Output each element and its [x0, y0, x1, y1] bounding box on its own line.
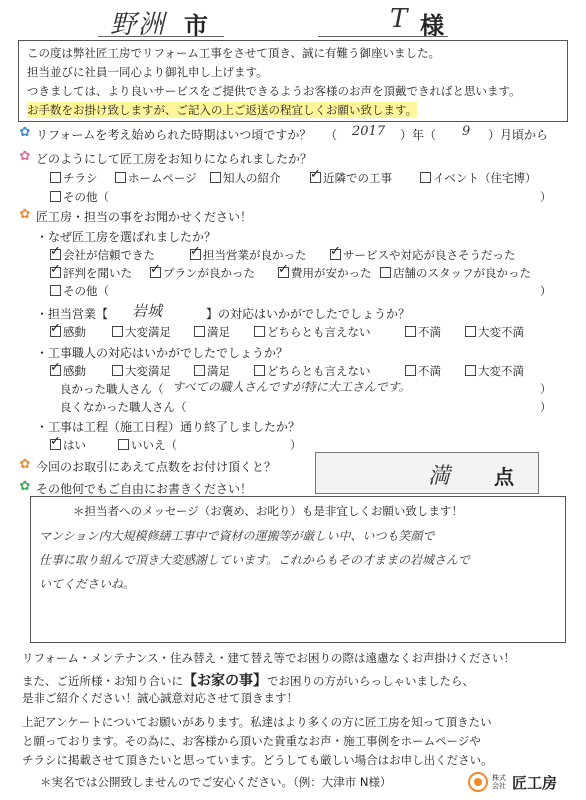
footer-line-1: リフォーム・メンテナンス・住み替え・建て替え等でお困りの際は遠慮なくお声掛けください！ — [22, 651, 515, 665]
company-name: 匠工房 — [512, 774, 558, 792]
q4-label: 今回のお取引にあえて点数をお付け頂くと？ — [36, 460, 277, 474]
intro-line-4: お手数をお掛け致しますが、ご記入の上ご返送の程宜しくお願い致します。 — [27, 103, 418, 117]
bad-craftsman-close: ） — [540, 400, 552, 414]
checkbox-checked[interactable] — [50, 267, 61, 278]
sales-opt-kando[interactable]: ✓感動 — [50, 324, 86, 340]
q3-sub1-label: ・なぜ匠工房を選ばれましたか？ — [36, 230, 217, 244]
flower-icon: ✿ — [19, 207, 31, 222]
checkbox[interactable] — [112, 326, 123, 337]
q3-reason-cost[interactable]: ✓ 費用が安かった — [278, 265, 372, 281]
name-underline — [318, 36, 448, 37]
company-prefix: 株式会社 — [492, 774, 506, 790]
checkbox[interactable] — [112, 365, 123, 376]
city-handwritten: 野洲 — [110, 10, 167, 40]
sales-opt-taihen-fuman[interactable]: 大変不満 — [465, 324, 524, 340]
schedule-no-close: ） — [290, 438, 302, 452]
footer-line-4: 上記アンケートについてお願いがあります。私達はより多くの方に匠工房を知って頂きたい — [22, 715, 492, 729]
q1-label: リフォームを考え始められた時期はいつ頃ですか？ — [36, 128, 312, 142]
schedule-opt-yes[interactable]: ✓はい — [50, 437, 86, 453]
q1-tail: ）月頃から — [488, 128, 549, 142]
good-craftsman-label: 良かった職人さん（ — [60, 382, 164, 396]
oie-no-koto: 【お家の事】 — [183, 673, 267, 689]
q3-sub2-label-post: 】の対応はいかがでしたでしょうか？ — [206, 307, 411, 321]
comment-line-2: 仕事に取り組んで頂き大変感謝しています。これからもその才ままの岩城さんで — [39, 553, 471, 567]
craft-opt-taihen-manzoku[interactable]: 大変満足 — [112, 363, 171, 379]
q3-reason-plan[interactable]: ✓ プランが良かった — [150, 265, 255, 281]
footer-line-7: ＊実名では公開致しませんのでご安心ください。（例：大津市 N様） — [40, 775, 392, 789]
checkbox-checked[interactable] — [50, 439, 61, 450]
checkbox-checked[interactable] — [310, 172, 321, 183]
craft-opt-fuman[interactable]: 不満 — [405, 363, 441, 379]
checkbox[interactable] — [465, 365, 476, 376]
checkbox[interactable] — [380, 267, 391, 278]
score-value: 満 — [428, 464, 451, 489]
city-suffix: 市 — [184, 12, 208, 40]
checkbox[interactable] — [194, 365, 205, 376]
checkbox-checked[interactable] — [50, 249, 61, 260]
q2-label: どのようにして匠工房をお知りになられましたか？ — [36, 152, 313, 166]
checkbox-checked[interactable] — [190, 249, 201, 260]
q5-sub-label: ＊担当者へのメッセージ（お褒め、お叱り）も是非宜しくお願い致します！ — [73, 504, 463, 518]
flower-icon: ✿ — [19, 125, 31, 140]
q2-option-flyer[interactable]: チラシ — [50, 170, 98, 186]
q1-month-value[interactable]: 9 — [462, 124, 471, 139]
checkbox[interactable] — [405, 326, 416, 337]
craft-opt-manzoku[interactable]: 満足 — [194, 363, 230, 379]
q2-option-event[interactable]: イベント（住宅博） — [420, 170, 537, 186]
checkbox[interactable] — [254, 326, 265, 337]
q3-reason-staff[interactable]: 店舗のスタッフが良かった — [380, 265, 531, 281]
q2-option-homepage[interactable]: ホームページ — [115, 170, 197, 186]
sales-opt-neutral[interactable]: どちらとも言えない — [254, 324, 371, 340]
q3-reason-other[interactable]: その他（ — [50, 283, 109, 299]
sales-opt-manzoku[interactable]: 満足 — [194, 324, 230, 340]
sales-opt-fuman[interactable]: 不満 — [405, 324, 441, 340]
checkbox[interactable] — [50, 191, 61, 202]
checkbox[interactable] — [50, 172, 61, 183]
q3-label: 匠工房・担当の事をお聞かせください！ — [36, 210, 253, 224]
footer-line-5: と願っております。その為に、お客様から頂いた貴重なお声・施工事例をホームページや — [22, 734, 481, 748]
q3-reason-reputation[interactable]: ✓評判を聞いた — [50, 265, 132, 281]
craft-opt-neutral[interactable]: どちらとも言えない — [254, 363, 371, 379]
checkbox[interactable] — [405, 365, 416, 376]
intro-line-2: 担当並びに社員一同心より御礼申し上げます。 — [27, 65, 268, 79]
craft-opt-kando[interactable]: ✓感動 — [50, 363, 86, 379]
q2-option-other[interactable]: その他（ — [50, 189, 109, 205]
intro-line-3: つきましては、より良いサービスをご提供できるようお客様のお声を頂戴できればと思います。 — [27, 84, 521, 98]
score-unit: 点 — [494, 465, 514, 489]
bad-craftsman-label: 良くなかった職人さん（ — [60, 400, 187, 414]
intro-line-1: この度は弊社匠工房でリフォーム工事をさせて頂き、誠に有難う御座いました。 — [27, 46, 440, 60]
sales-rep-name[interactable]: 岩城 — [132, 302, 163, 320]
q1-open: （ — [325, 128, 338, 142]
q1-year-close: ）年（ — [400, 128, 437, 142]
score-box[interactable] — [315, 452, 539, 494]
schedule-opt-no[interactable]: いいえ（ — [118, 437, 177, 453]
name-suffix: 様 — [420, 12, 444, 40]
checkbox-checked[interactable] — [50, 365, 61, 376]
q3-reason-service[interactable]: ✓ サービスや対応が良さそうだった — [330, 247, 516, 263]
q5-label: その他何でもご自由にお書きください！ — [36, 482, 253, 496]
q3-sub3-label: ・工事職人の対応はいかがでしたでしょうか？ — [36, 346, 289, 360]
footer-line-2: また、ご近所様・お知り合いに【お家の事】でお困りの方がいらっしゃいましたら、 — [22, 673, 474, 689]
checkbox[interactable] — [465, 326, 476, 337]
q3-sub2-label-pre: ・担当営業【 — [36, 307, 109, 321]
checkbox[interactable] — [118, 439, 129, 450]
checkbox-checked[interactable] — [50, 326, 61, 337]
intro-box — [18, 40, 568, 122]
name-handwritten: T — [390, 4, 410, 34]
comment-line-3: いてくださいね。 — [39, 577, 136, 591]
q3-reason-other-close: ） — [540, 284, 552, 298]
comment-line-1: マンション内大規模修繕工事中で資材の運搬等が厳しい中、いつも笑顔で — [39, 529, 435, 543]
craft-opt-taihen-fuman[interactable]: 大変不満 — [465, 363, 524, 379]
checkbox[interactable] — [50, 285, 61, 296]
q3-reason-sales[interactable]: ✓ 担当営業が良かった — [190, 247, 307, 263]
q2-option-nearby-work[interactable]: ✓ 近隣での工事 — [310, 170, 392, 186]
checkbox[interactable] — [420, 172, 431, 183]
flower-icon: ✿ — [19, 457, 31, 472]
takumi-kobo-logo-icon — [468, 772, 488, 792]
checkbox[interactable] — [115, 172, 126, 183]
q1-year-value[interactable]: 2017 — [352, 124, 386, 139]
q3-reason-trust[interactable]: ✓会社が信頼できた — [50, 247, 155, 263]
checkbox[interactable] — [210, 172, 221, 183]
footer-line-6: チラシに掲載させて頂きたいと思っています。どうしても厳しい場合はお申し出ください。 — [22, 753, 493, 767]
good-craftsman-close: ） — [540, 382, 552, 396]
checkbox-checked[interactable] — [330, 249, 341, 260]
checkbox-checked[interactable] — [278, 267, 289, 278]
q2-option-referral[interactable]: 知人の紹介 — [210, 170, 281, 186]
flower-icon: ✿ — [19, 479, 31, 494]
footer-line-3: 是非ご紹介ください！誠心誠意対応させて頂きます！ — [22, 691, 298, 705]
sales-opt-taihen-manzoku[interactable]: 大変満足 — [112, 324, 171, 340]
flower-icon: ✿ — [19, 149, 31, 164]
checkbox[interactable] — [254, 365, 265, 376]
free-comment-box[interactable] — [30, 496, 566, 643]
q2-other-close: ） — [540, 190, 552, 204]
city-underline — [98, 36, 224, 37]
good-craftsman-value[interactable]: すべての職人さんですが特に大工さんです。 — [172, 380, 411, 394]
checkbox-checked[interactable] — [150, 267, 161, 278]
q3-sub4-label: ・工事は工程（施工日程）通り終了しましたか？ — [36, 420, 301, 434]
checkbox[interactable] — [194, 326, 205, 337]
